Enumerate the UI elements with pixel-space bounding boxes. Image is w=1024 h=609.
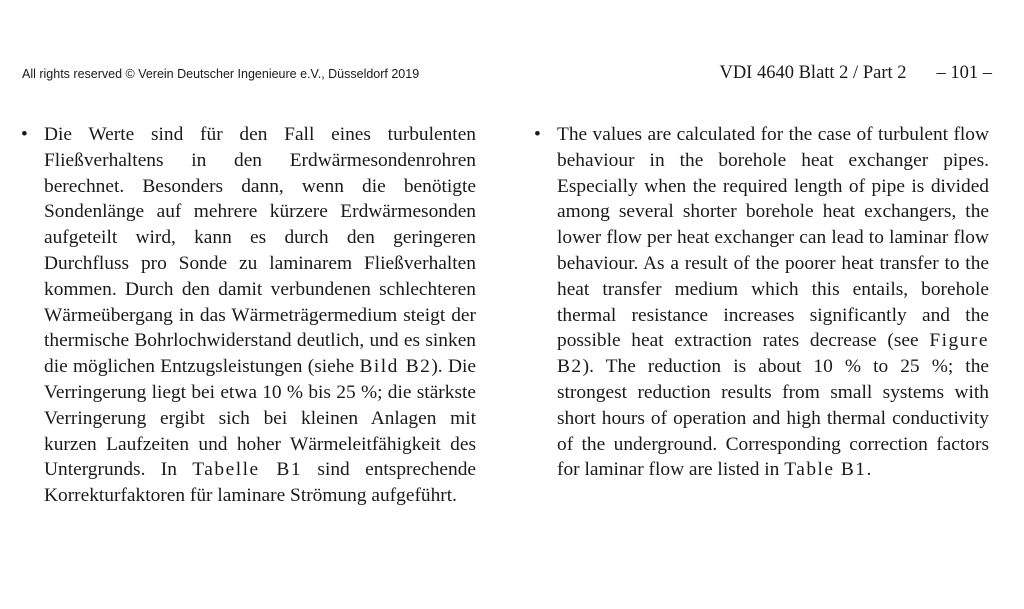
german-paragraph — [21, 122, 476, 509]
document-header — [719, 63, 992, 84]
document-id: VDI 4640 Blatt 2 / Part 2 — [719, 63, 907, 83]
english-paragraph — [534, 122, 989, 483]
german-text-part2: ). Die Verringerung liegt bei etwa 10 % bis 25 %; die stärkste Verringerung ergibt sich bei kleinen Anlagen mit kurzen Laufzeiten und hoher Wärmeleitfähigkeit des Untergrunds. In — [44, 356, 476, 481]
german-table-reference: Tabelle B1 — [192, 459, 303, 481]
bullet-marker: • — [21, 124, 28, 145]
english-figure-reference: Figure B2 — [557, 330, 989, 378]
german-text-part3: sind entsprechende Korrekturfaktoren für laminare Strömung aufgeführt. — [44, 459, 476, 507]
english-table-reference: Table B1 — [784, 459, 867, 481]
german-figure-reference: Bild B2 — [359, 356, 432, 378]
copyright-notice: All rights reserved © Verein Deutscher Ingenieure e.V., Düsseldorf 2019 — [22, 67, 420, 81]
english-text-part3: . — [866, 459, 872, 481]
bullet-marker: • — [534, 124, 541, 145]
english-text-part1: The values are calculated for the case of turbulent flow behaviour in the borehole heat exchanger pipes. Especially when the required length of pipe is divided among several shorter borehole heat exchangers, the lower flow per heat exchanger can lead to laminar flow behaviour. As a result of the poorer heat transfer to the heat transfer medium which this entails, borehole thermal resistance increases significantly and the possible heat extraction rates decrease (see — [557, 124, 989, 352]
page-number: – 101 – — [936, 63, 992, 83]
english-text-part2: ). The reduction is about 10 % to 25 %; the strongest reduction results from small systems with short hours of operation and high thermal conductivity of the underground. Corresponding correction factors for laminar flow are listed in — [557, 356, 989, 481]
german-text-part1: Die Werte sind für den Fall eines turbulenten Fließverhaltens in den Erdwärmesondenrohren berechnet. Besonders dann, wenn die benötigte Sondenlänge auf mehrere kürzere Erdwärmesonden aufgeteilt wird, kann es durch den geringeren Durchfluss pro Sonde zu laminarem Fließverhalten kommen. Durch den damit verbundenen schlechteren Wärmeübergang in das Wärmeträgermedium steigt der thermische Bohrlochwiderstand deutlich, und es sinken die möglichen Entzugsleistungen (siehe — [44, 124, 476, 378]
